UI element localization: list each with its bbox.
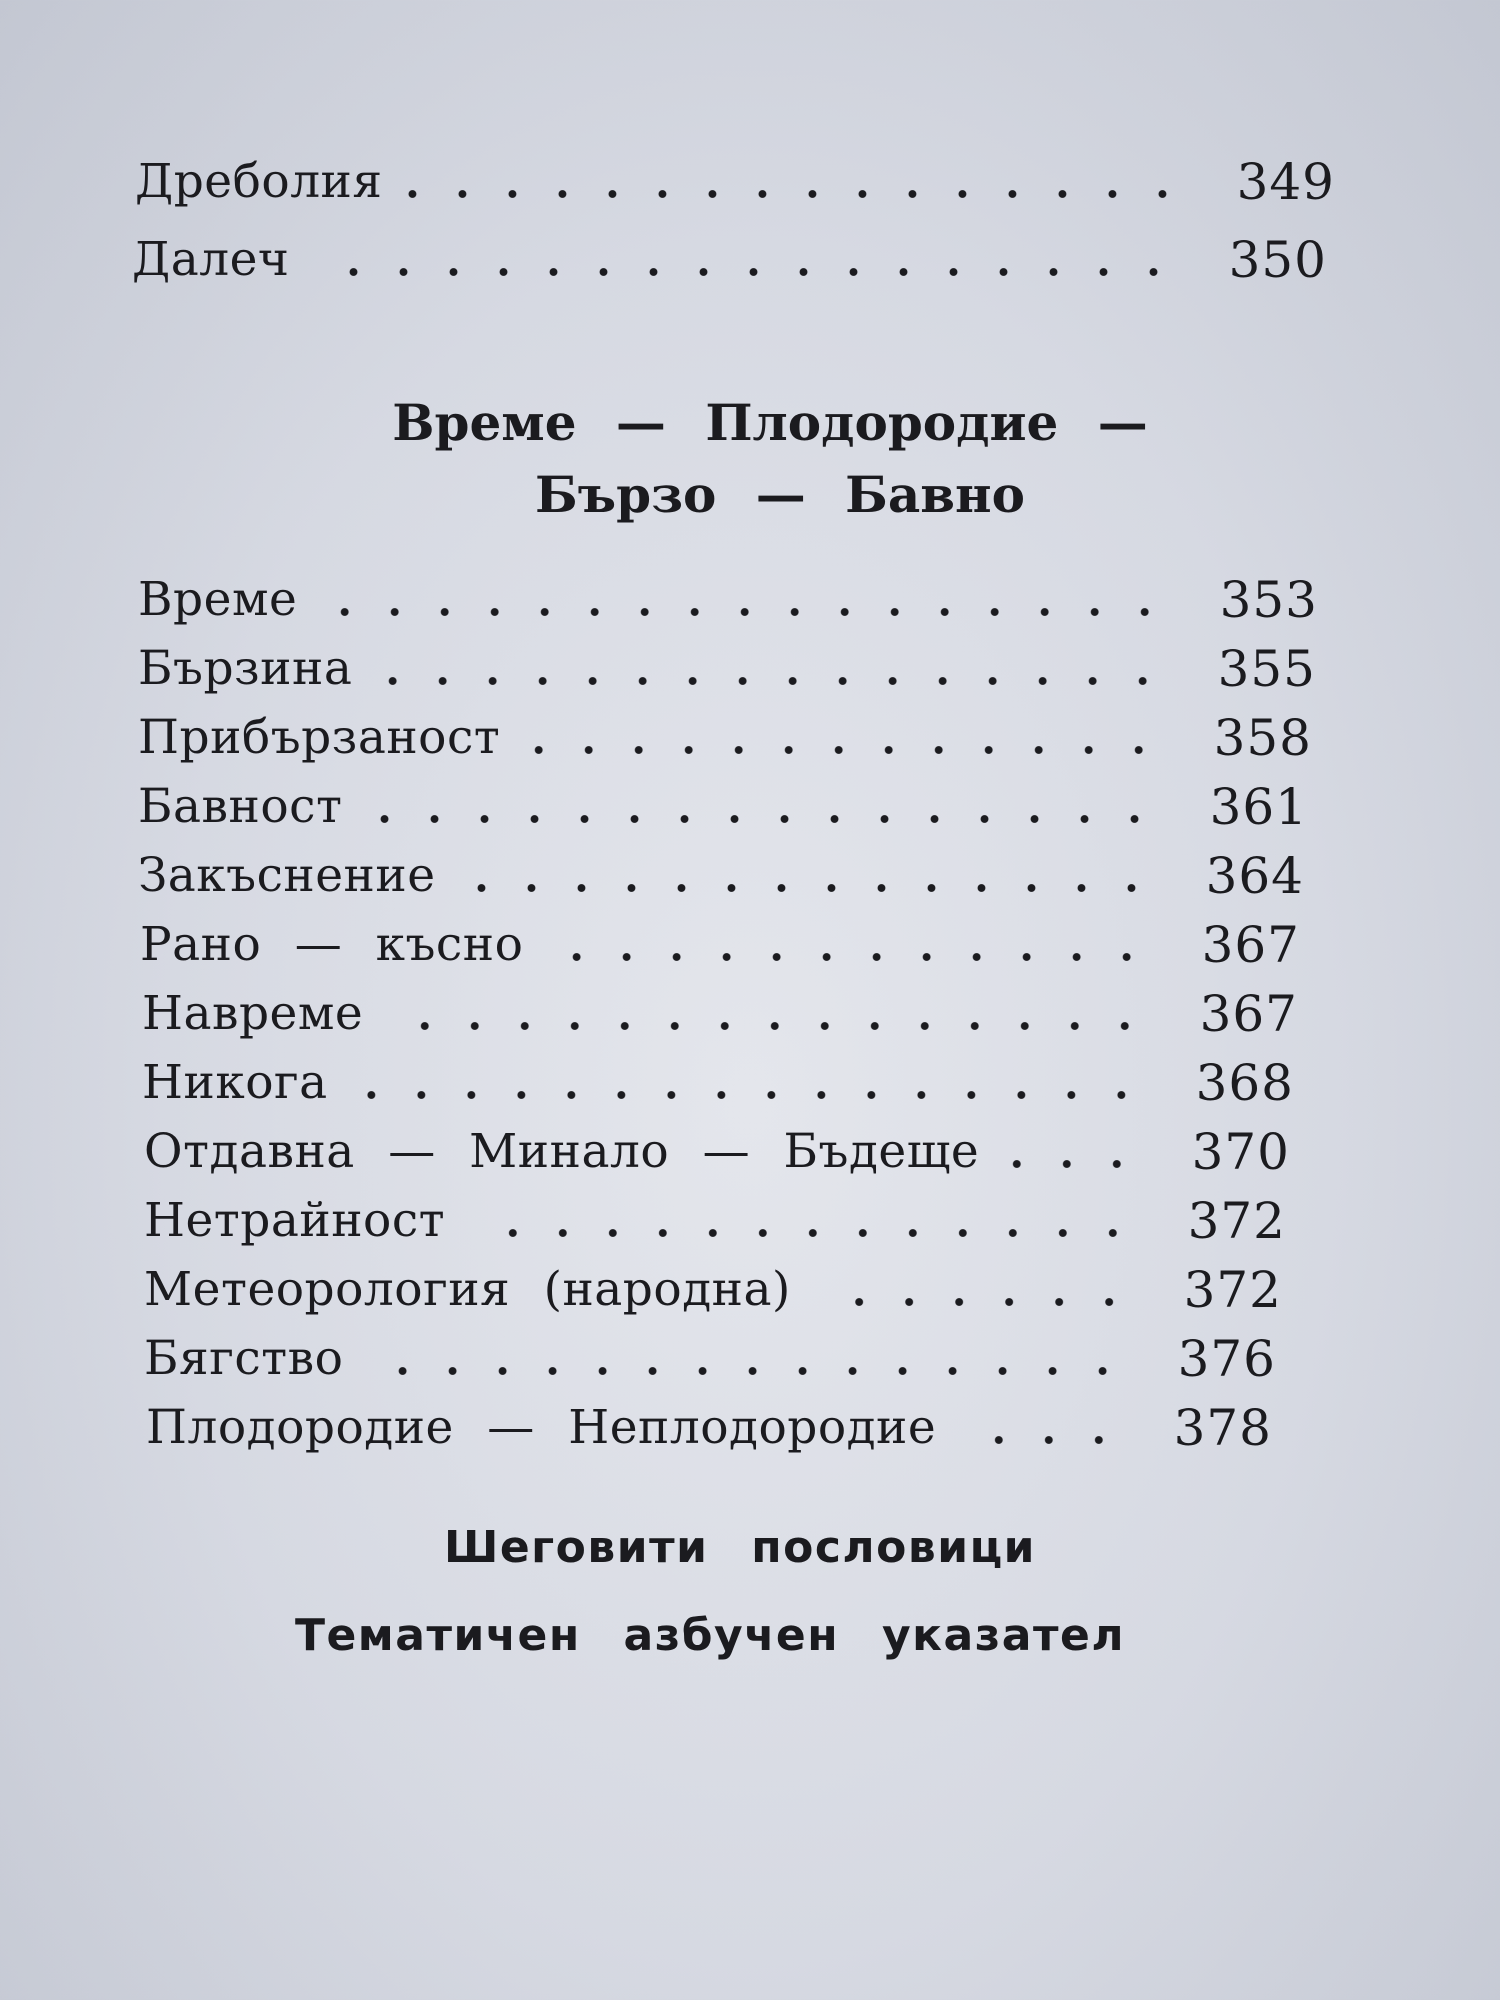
toc-entry-page: 368 bbox=[1195, 1054, 1294, 1112]
dot-leader bbox=[1003, 1160, 1142, 1168]
dot-leader bbox=[524, 746, 1164, 754]
toc-entry-page: 361 bbox=[1209, 778, 1308, 836]
toc-entry-title: Бавност bbox=[138, 779, 343, 834]
toc-entry-title: Закъснение bbox=[138, 848, 436, 903]
toc-entry bbox=[142, 1051, 1294, 1115]
dot-leader bbox=[460, 884, 1156, 892]
toc-entry-title: Никога bbox=[142, 1055, 328, 1110]
toc-entry-title: Навреме bbox=[142, 986, 364, 1041]
dot-leader bbox=[815, 1298, 1134, 1306]
dot-leader bbox=[366, 815, 1160, 823]
toc-entry-page: 378 bbox=[1173, 1399, 1272, 1457]
toc-entry-page: 349 bbox=[1236, 153, 1335, 211]
toc-entry bbox=[138, 568, 1318, 632]
dot-leader bbox=[407, 190, 1187, 198]
toc-entry bbox=[144, 1327, 1276, 1391]
toc-entry bbox=[135, 150, 1335, 214]
section-heading-line-2: Бързо — Бавно bbox=[535, 465, 1025, 524]
dot-leader bbox=[387, 1022, 1150, 1030]
toc-entry-page: 372 bbox=[1183, 1261, 1282, 1319]
toc-entry bbox=[142, 982, 1298, 1046]
toc-entry bbox=[146, 1396, 1272, 1460]
toc-entry-title: Отдавна — Минало — Бъдеще bbox=[144, 1124, 980, 1179]
toc-entry-page: 376 bbox=[1177, 1330, 1276, 1388]
toc-entry-title: Рано — късно bbox=[140, 917, 524, 972]
dot-leader bbox=[960, 1436, 1124, 1444]
toc-entry-page: 364 bbox=[1205, 847, 1304, 905]
toc-entry-page: 350 bbox=[1228, 231, 1327, 289]
dot-leader bbox=[547, 953, 1152, 961]
toc-line-thematic-index: Тематичен азбучен указател bbox=[294, 1610, 1126, 1661]
toc-entry-page: 355 bbox=[1217, 640, 1316, 698]
toc-entry bbox=[140, 913, 1300, 977]
toc-entry-title: Прибързаност bbox=[138, 710, 501, 765]
toc-entry-page: 353 bbox=[1219, 571, 1318, 629]
toc-entry bbox=[144, 1258, 1282, 1322]
toc-entry bbox=[138, 637, 1316, 701]
toc-entry bbox=[138, 844, 1304, 908]
toc-entry bbox=[132, 228, 1327, 292]
toc-entry-title: Плодородие — Неплодородие bbox=[146, 1400, 937, 1455]
toc-entry bbox=[138, 775, 1308, 839]
toc-entry-title: Бягство bbox=[144, 1331, 344, 1386]
toc-entry-page: 367 bbox=[1199, 985, 1298, 1043]
toc-entry-page: 367 bbox=[1201, 916, 1300, 974]
toc-entry-page: 370 bbox=[1191, 1123, 1290, 1181]
toc-entry-title: Далеч bbox=[132, 232, 290, 287]
dot-leader bbox=[469, 1229, 1138, 1237]
toc-entry bbox=[138, 706, 1312, 770]
dot-leader bbox=[313, 268, 1179, 276]
dot-leader bbox=[321, 608, 1170, 616]
toc-entry-title: Метеорология (народна) bbox=[144, 1262, 791, 1317]
toc-entry-title: Нетрайност bbox=[144, 1193, 446, 1248]
toc-entry-title: Дреболия bbox=[135, 154, 383, 209]
dot-leader bbox=[352, 1091, 1146, 1099]
toc-entry bbox=[144, 1120, 1290, 1184]
toc-line-jocular-proverbs: Шеговити пословици bbox=[443, 1522, 1037, 1573]
dot-leader bbox=[367, 1367, 1128, 1375]
toc-entry-page: 372 bbox=[1187, 1192, 1286, 1250]
toc-entry-title: Бързина bbox=[138, 641, 353, 696]
toc-entry bbox=[144, 1189, 1286, 1253]
toc-entry-title: Време bbox=[138, 572, 298, 627]
toc-entry-page: 358 bbox=[1213, 709, 1312, 767]
dot-leader bbox=[376, 677, 1168, 685]
section-heading-line-1: Време — Плодородие — bbox=[392, 393, 1148, 452]
